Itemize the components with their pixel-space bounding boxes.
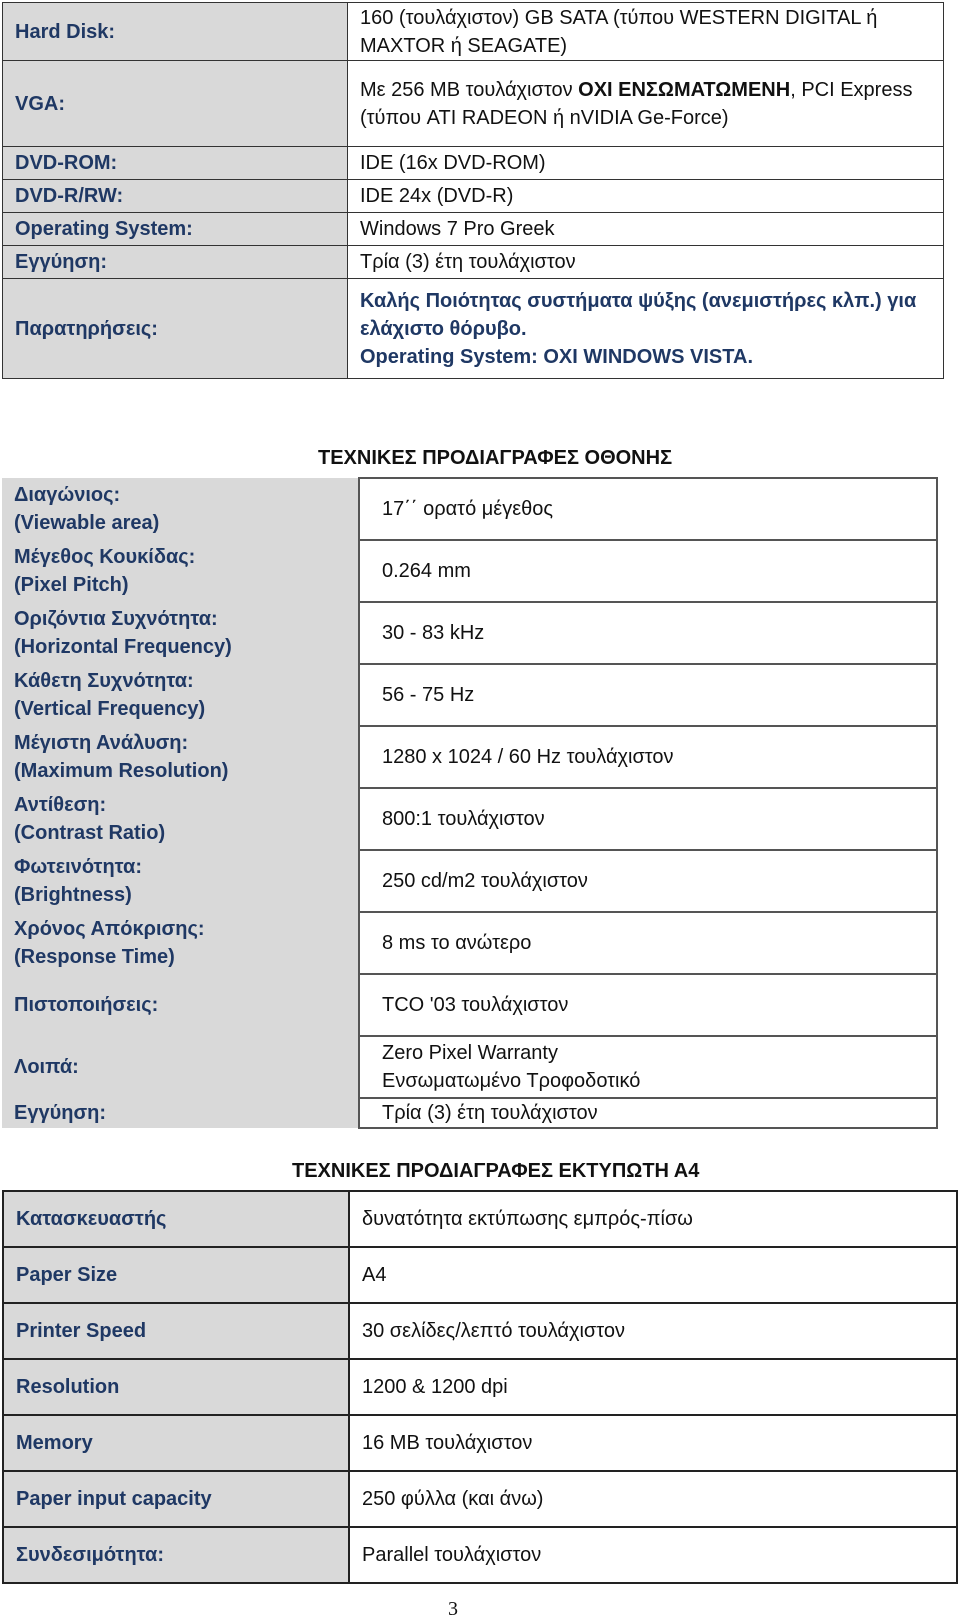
table-row [2,850,937,912]
spec-value: Windows 7 Pro Greek [348,213,944,246]
spec-label [2,726,359,788]
spec-value: Τρία (3) έτη τουλάχιστον [348,246,944,279]
spec-label [2,540,359,602]
spec-value: Τρία (3) έτη τουλάχιστον [359,1098,937,1128]
spec-label-text: Οριζόντια Συχνότητα: [14,608,218,630]
spec-value [348,61,944,147]
monitor-specs-table [2,477,938,1129]
spec-value: A4 [349,1247,957,1303]
spec-value: 160 (τουλάχιστον) GB SATA (τύπου WESTERN DIGITAL ή MAXTOR ή SEAGATE) [348,3,944,61]
spec-value: IDE (16x DVD-ROM) [348,147,944,180]
table-row [3,3,944,61]
pc-specs-table [2,2,944,379]
spec-label [2,478,359,540]
spec-value: 0.264 mm [359,540,937,602]
spec-label: Paper input capacity [3,1471,349,1527]
spec-label: Εγγύηση: [2,1098,359,1128]
spec-label: Κατασκευαστής [3,1191,349,1247]
spec-label: Hard Disk: [3,3,348,61]
spec-sublabel: (Response Time) [14,946,175,968]
monitor-specs-title: ΤΕΧΝΙΚΕΣ ΠΡΟΔΙΑΓΡΑΦΕΣ ΟΘΟΝΗΣ [318,447,673,469]
spec-value: Parallel τουλάχιστον [349,1527,957,1583]
spec-label-text: Διαγώνιος: [14,484,121,506]
spec-label-text: Μέγεθος Κουκίδας: [14,546,196,568]
printer-specs-title: ΤΕΧΝΙΚΕΣ ΠΡΟΔΙΑΓΡΑΦΕΣ ΕΚΤΥΠΩΤΗ Α4 [292,1160,700,1182]
spec-label-text: Μέγιστη Ανάλυση: [14,732,189,754]
spec-label: Memory [3,1415,349,1471]
table-row [2,602,937,664]
spec-label [2,664,359,726]
spec-label: Paper Size [3,1247,349,1303]
spec-label: Παρατηρήσεις: [3,279,348,379]
spec-label: Printer Speed [3,1303,349,1359]
spec-value: 8 ms το ανώτερο [359,912,937,974]
spec-value-emphasis: ΟΧΙ ΕΝΣΩΜΑΤΩΜΕΝΗ [578,78,791,101]
spec-label: Συνδεσιμότητα: [3,1527,349,1583]
table-row [2,726,937,788]
spec-sublabel: (Viewable area) [14,512,160,534]
spec-value: δυνατότητα εκτύπωσης εμπρός-πίσω [349,1191,957,1247]
table-row [3,147,944,180]
spec-label: VGA: [3,61,348,147]
table-row [3,1471,957,1527]
spec-label: Operating System: [3,213,348,246]
table-row [2,540,937,602]
spec-value: 30 σελίδες/λεπτό τουλάχιστον [349,1303,957,1359]
table-row [3,1527,957,1583]
spec-value: 250 cd/m2 τουλάχιστον [359,850,937,912]
table-row [3,61,944,147]
spec-value-text: (τύπου ATI RADEON ή nVIDIA Ge-Force) [360,106,729,129]
table-row [3,1247,957,1303]
spec-value: 16 MB τουλάχιστον [349,1415,957,1471]
spec-value: 17΄΄ ορατό μέγεθος [359,478,937,540]
table-row [3,1191,957,1247]
table-row [2,1098,937,1128]
spec-value-text: Καλής Ποιότητας συστήματα ψύξης (ανεμιστήρες κλπ.) για ελάχιστο θόρυβο. [360,289,917,340]
spec-sublabel: (Contrast Ratio) [14,822,166,844]
spec-label-text: Χρόνος Απόκρισης: [14,918,205,940]
spec-label-text: Αντίθεση: [14,794,107,816]
spec-value: TCO '03 τουλάχιστον [359,974,937,1036]
spec-value [359,1036,937,1098]
spec-label: Πιστοποιήσεις: [2,974,359,1036]
spec-label: Resolution [3,1359,349,1415]
printer-specs-table [2,1190,958,1584]
table-row [2,788,937,850]
spec-value: IDE 24x (DVD-R) [348,180,944,213]
spec-value: 1280 x 1024 / 60 Hz τουλάχιστον [359,726,937,788]
spec-sublabel: (Brightness) [14,884,132,906]
spec-value-text: Operating System: ΟΧΙ WINDOWS VISTA. [360,345,754,368]
spec-value: 250 φύλλα (και άνω) [349,1471,957,1527]
spec-label: Λοιπά: [2,1036,359,1098]
table-row [3,1359,957,1415]
spec-value [348,279,944,379]
spec-value: 56 - 75 Hz [359,664,937,726]
spec-value-text: Ενσωματωμένο Τροφοδοτικό [382,1070,641,1092]
spec-sublabel: (Horizontal Frequency) [14,636,232,658]
spec-sublabel: (Maximum Resolution) [14,760,229,782]
table-row [2,1036,937,1098]
spec-label [2,602,359,664]
table-row [2,478,937,540]
spec-value: 30 - 83 kHz [359,602,937,664]
table-row [3,1303,957,1359]
table-row [3,213,944,246]
table-row [2,664,937,726]
spec-label [2,912,359,974]
spec-label-text: Κάθετη Συχνότητα: [14,670,194,692]
spec-label: DVD-ROM: [3,147,348,180]
spec-value-text: Με 256 MB τουλάχιστον [360,78,579,101]
table-row [3,246,944,279]
table-row [3,180,944,213]
spec-sublabel: (Pixel Pitch) [14,574,129,596]
spec-value-text: , PCI Express [790,78,913,101]
spec-label [2,850,359,912]
spec-value: 800:1 τουλάχιστον [359,788,937,850]
table-row [2,912,937,974]
spec-sublabel: (Vertical Frequency) [14,698,206,720]
spec-label [2,788,359,850]
spec-label: Εγγύηση: [3,246,348,279]
table-row [3,1415,957,1471]
spec-value-text: Zero Pixel Warranty [382,1042,558,1064]
spec-label-text: Φωτεινότητα: [14,856,142,878]
table-row [2,974,937,1036]
page-number: 3 [448,1598,458,1620]
spec-value: 1200 & 1200 dpi [349,1359,957,1415]
table-row [3,279,944,379]
spec-label: DVD-R/RW: [3,180,348,213]
